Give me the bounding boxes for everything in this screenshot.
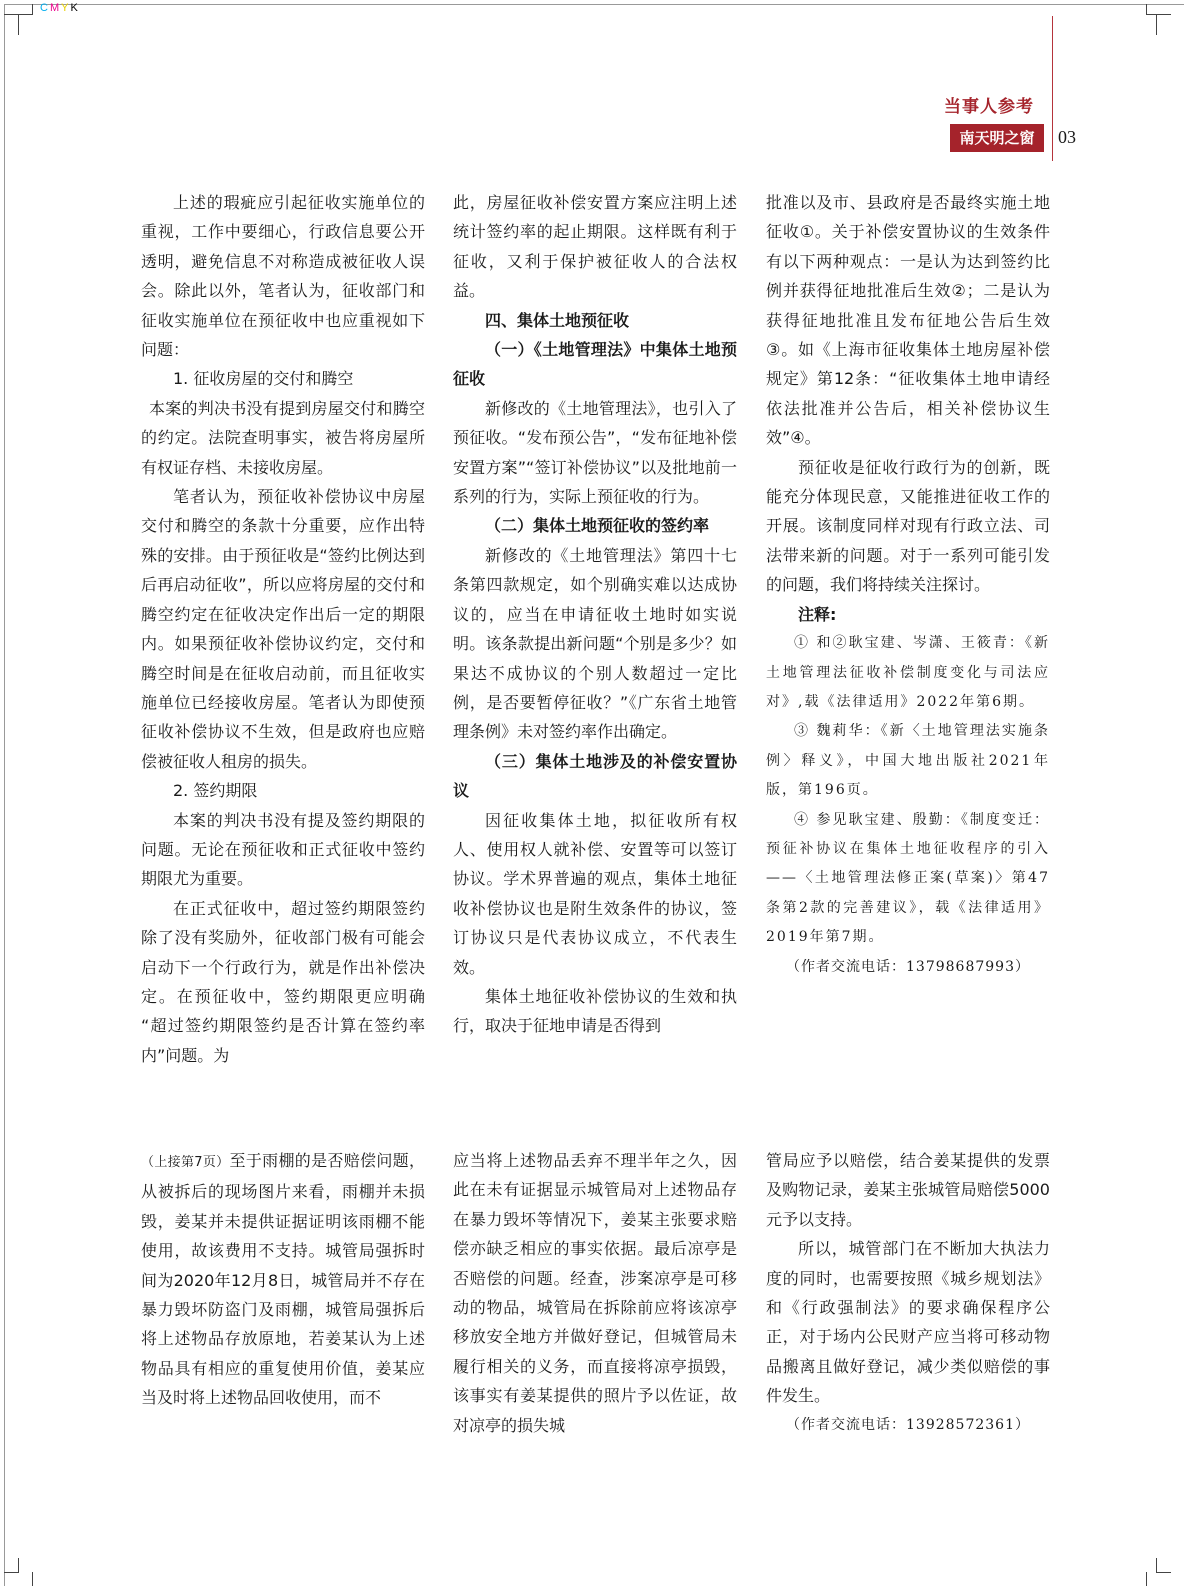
paragraph: 在正式征收中，超过签约期限签约除了没有奖励外，征收部门极有可能会启动下一个行政行为，就是作出补偿决定。在预征收中，签约期限更应明确 “超过签约期限签约是否计算在签约率内”问题。为: [141, 898, 425, 1065]
continued-from-mark: （上接第7页）: [141, 1155, 230, 1170]
paragraph: 上述的瑕疵应引起征收实施单位的重视，工作中要细心，行政信息要公开透明，避免信息不对称造成被征收人误会。除此以外，笔者认为，征收部门和征收实施单位在预征收中也应重视如下问题：: [141, 193, 425, 360]
paragraph: 集体土地征收补偿协议的生效和执行，取决于征地申请是否得到: [453, 986, 737, 1036]
paragraph: 所以，城管部门在不断加大执法力度的同时，也需要按照《城乡规划法》和《行政强制法》的要求确保程序公正，对于场内公民财产应当将可移动物品搬离且做好登记，减少类似赔偿的事件发生。: [766, 1239, 1050, 1406]
footnote: ③ 魏莉华：《新〈土地管理法实施条例〉释义》，中国大地出版社2021年版，第196页。: [766, 723, 1050, 799]
article-column-2: [453, 188, 737, 1041]
crop-mark-top-right: [1156, 14, 1171, 35]
paragraph: 预征收是征收行政行为的创新，既能充分体现民意，又能推进征收工作的开展。该制度同样对现有行政立法、司法带来新的问题。对于一系列可能引发的问题，我们将持续关注探讨。: [766, 457, 1050, 595]
paragraph: 本案的判决书没有提及签约期限的问题。无论在预征收和正式征收中签约期限尤为重要。: [141, 810, 425, 889]
paragraph: 管局应予以赔偿，结合姜某提供的发票及购物记录，姜某主张城管局赔偿5000元予以支持。: [766, 1151, 1050, 1229]
subsection-heading: （三）集体土地涉及的补偿安置协议: [453, 751, 737, 801]
continued-column-3: [766, 1146, 1050, 1440]
subheading: 2. 签约期限: [173, 781, 258, 801]
section-heading: 四、集体土地预征收: [485, 310, 630, 330]
crop-mark-top-left: [4, 14, 19, 35]
footnote: ④ 参见耿宝建、殷勤：《制度变迁：预征补协议在集体土地征收程序的引入——〈土地管理法修正案(草案)〉第47条第2款的完善建议》，载《法律适用》2019年第7期。: [766, 811, 1050, 946]
subheading: 1. 征收房屋的交付和腾空: [173, 369, 354, 389]
paragraph: 笔者认为，预征收补偿协议中房屋交付和腾空的条款十分重要，应作出特殊的安排。由于预征收是“签约比例达到后再启动征收”，所以应将房屋的交付和腾空约定在征收决定作出后一定的期限内。如果预征收补偿协议约定，交付和腾空时间是在征收启动前，而且征收实施单位已经接收房屋。笔者认为即使预征收补偿协议不生效，但是政府也应赔偿被征收人租房的损失。: [141, 487, 425, 771]
continued-column-1: [141, 1146, 425, 1413]
crop-mark-top-left-2: [18, 4, 33, 15]
paragraph: 应当将上述物品丢弃不理半年之久，因此在未有证据显示城管局对上述物品存在暴力毁坏等情况下，姜某主张要求赔偿亦缺乏相应的事实依据。最后凉亭是否赔偿的问题。经查，涉案凉亭是可移动的物品，城管局在拆除前应将该凉亭移放安全地方并做好登记，但城管局未履行相关的义务，而直接将凉亭损毁，该事实有姜某提供的照片予以佐证，故对凉亭的损失城: [453, 1151, 737, 1435]
paragraph: 新修改的《土地管理法》，也引入了预征收。“发布预公告”，“发布征地补偿安置方案”“签订补偿协议”以及批地前一系列的行为，实际上预征收的行为。: [453, 398, 737, 507]
cmyk-registration-mark: CMYK: [40, 2, 80, 14]
column-name-badge: 南天明之窗: [950, 124, 1044, 152]
crop-mark-bottom-right-2: [1146, 1572, 1148, 1586]
crop-mark-top-right-2: [1146, 4, 1157, 15]
footnote: ① 和②耿宝建、岑潇、王筱青：《新土地管理法征收补偿制度变化与司法应对》,载《法律适用》2022年第6期。: [766, 635, 1050, 710]
header-divider-line: [1052, 16, 1053, 161]
continued-column-2: [453, 1146, 737, 1440]
page-number: 03: [1058, 127, 1076, 147]
crop-mark-bottom-left: [4, 1558, 19, 1573]
article-column-1: [141, 188, 425, 1070]
paragraph: 因征收集体土地，拟征收所有权人、使用权人就补偿、安置等可以签订协议。学术界普遍的观点，集体土地征收补偿协议也是附生效条件的协议，签订协议只是代表协议成立，不代表生效。: [453, 810, 737, 977]
section-title: 当事人参考: [944, 97, 1034, 117]
crop-mark-bottom-right: [1156, 1558, 1171, 1573]
paragraph: （上接第7页）至于雨棚的是否赔偿问题，从被拆后的现场图片来看，雨棚并未损毁，姜某并未提供证据证明该雨棚不能使用，故该费用不支持。城管局强拆时间为2020年12月8日，城管局并不存在暴力毁坏防盗门及雨棚，城管局强拆后将上述物品存放原地，若姜某认为上述物品具有相应的重复使用价值，姜某应当及时将上述物品回收使用，而不: [141, 1151, 425, 1408]
subsection-heading: （一）《土地管理法》中集体土地预征收: [453, 340, 737, 389]
paragraph: 此，房屋征收补偿安置方案应注明上述统计签约率的起止期限。这样既有利于征收，又利于保护被征收人的合法权益。: [453, 193, 737, 301]
author-contact: （作者交流电话：13928572361）: [786, 1416, 1030, 1433]
article-column-3: [766, 188, 1050, 982]
notes-heading: 注释:: [798, 604, 837, 624]
author-contact: （作者交流电话：13798687993）: [786, 958, 1030, 975]
subsection-heading: （二）集体土地预征收的签约率: [485, 516, 710, 536]
paragraph: 本案的判决书没有提到房屋交付和腾空的约定。法院查明事实，被告将房屋所有权证存档、未接收房屋。: [141, 398, 425, 477]
crop-mark-bottom-left-2: [32, 1572, 34, 1586]
paragraph: 批准以及市、县政府是否最终实施土地征收①。关于补偿安置协议的生效条件有以下两种观点：一是认为达到签约比例并获得征地批准后生效②；二是认为获得征地批准且发布征地公告后生效③。如《上海市征收集体土地房屋补偿规定》第12条：“征收集体土地申请经依法批准并公告后，相关补偿协议生效”④。: [766, 193, 1050, 448]
paragraph: 新修改的《土地管理法》第四十七条第四款规定，如个别确实难以达成协议的，应当在申请征收土地时如实说明。该条款提出新问题“个别是多少？如果达不成协议的个别人数超过一定比例，是否要暂停征收？”《广东省土地管理条例》未对签约率作出确定。: [453, 545, 737, 742]
